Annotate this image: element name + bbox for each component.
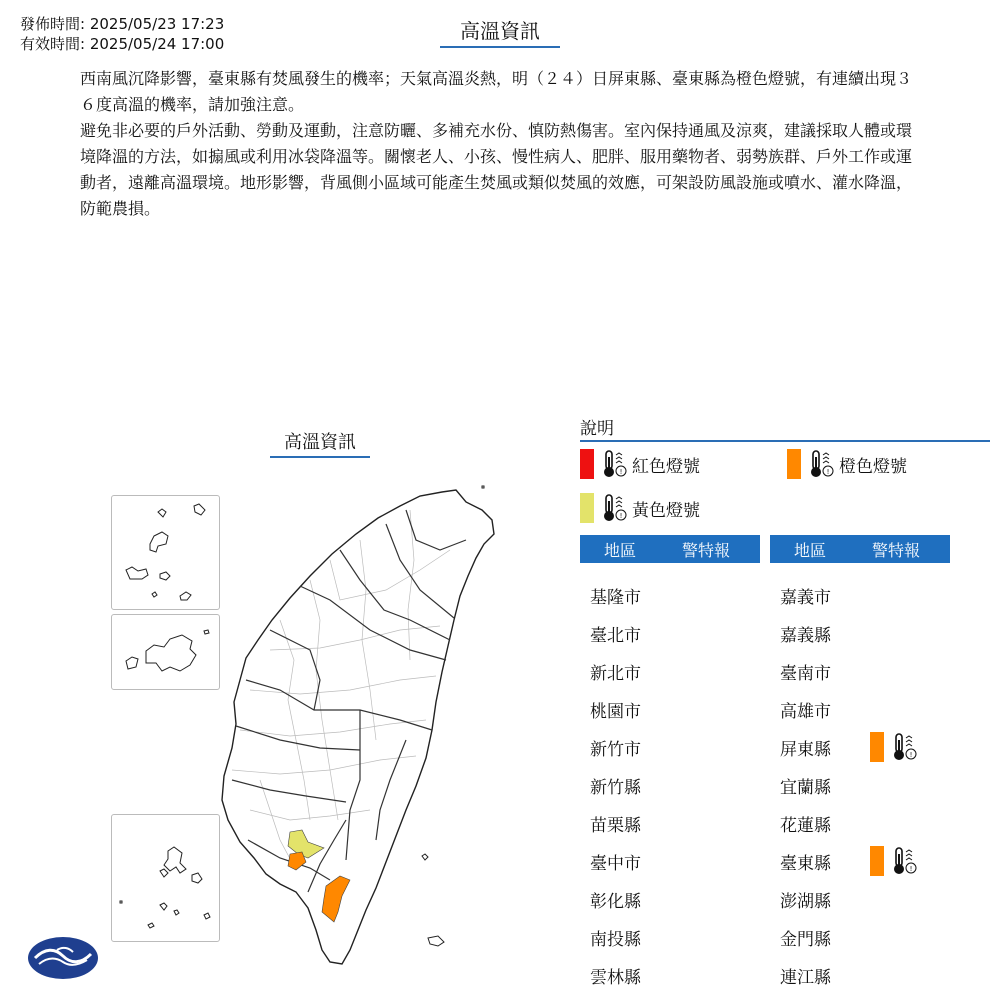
table-row [580,880,670,918]
description [80,66,920,222]
thermometer-heat-icon [600,449,628,479]
table-row [580,652,670,690]
col-region-header: 地區 [603,540,636,560]
time-info [20,14,224,54]
col-region-header: 地區 [793,540,826,560]
valid-time: 有效時間: 2025/05/24 17:00 [20,35,225,53]
svg-text:!: ! [826,468,830,476]
region-name: 基隆市 [590,587,641,608]
table-row [580,804,670,842]
table-row [770,652,860,690]
svg-text:!: ! [619,468,623,476]
legend-red-label: 紅色燈號 [632,456,700,477]
region-name: 新竹縣 [590,777,641,798]
orange-swatch [787,449,801,479]
svg-text:!: ! [619,512,623,520]
region-name: 澎湖縣 [780,891,831,912]
table-row [770,804,860,842]
taiwan-outline [222,490,494,964]
region-name: 屏東縣 [780,739,831,760]
inset-matsu [111,495,220,610]
region-name: 桃園市 [590,701,641,722]
legend-yellow-label: 黃色燈號 [632,500,700,521]
thermometer-heat-icon [807,449,835,479]
table-row [580,842,670,880]
table-row [770,766,860,804]
thermometer-heat-icon [890,846,918,876]
col-warning-header: 警特報 [681,540,730,560]
table-row [770,880,860,918]
region-name: 雲林縣 [590,967,641,988]
table-row [770,576,860,614]
region-name: 臺東縣 [780,853,831,874]
table-row [770,690,860,728]
legend-yellow [580,493,700,523]
col-warning-header: 警特報 [871,540,920,560]
issue-time: 發佈時間: 2025/05/23 17:23 [20,15,225,33]
legend-heading: 說明 [580,418,990,442]
region-name: 臺中市 [590,853,641,874]
region-name: 臺北市 [590,625,641,646]
map-title: 高溫資訊 [270,431,370,458]
region-name: 高雄市 [780,701,831,722]
table-row [580,918,670,956]
orange-swatch [870,732,884,762]
yellow-swatch [580,493,594,523]
table-row [580,956,670,994]
description-para-1: 西南風沉降影響，臺東縣有焚風發生的機率；天氣高溫炎熱，明（２４）日屏東縣、臺東縣為橙色燈號，有連續出現３６度高溫的機率，請加強注意。 [80,69,913,114]
description-para-2: 避免非必要的戶外活動、勞動及運動，注意防曬、多補充水份、慎防熱傷害。室內保持通風及涼爽，建議採取人體或環境降溫的方法，如搧風或利用冰袋降溫等。關懷老人、小孩、慢性病人、肥胖、服用藥物者、弱勢族群、戶外工作或運動者，遠離高溫環境。地形影響，背風側小區域可能產生焚風或類似焚風的效應，可架設防風設施或噴水、灌水降溫，防範農損。 [80,121,913,218]
warning-indicator [870,846,922,876]
table-row [580,614,670,652]
cwa-logo [27,936,99,980]
region-name: 連江縣 [780,967,831,988]
thermometer-heat-icon [890,732,918,762]
page-title: 高溫資訊 [440,18,560,48]
table-row [770,918,860,956]
region-name: 宜蘭縣 [780,777,831,798]
region-name: 新北市 [590,663,641,684]
table-row [770,728,922,766]
table-row [770,956,860,994]
table-header-left [580,535,760,563]
table-header-right [770,535,950,563]
legend-orange [787,449,907,479]
table-row [580,576,670,614]
orange-swatch [870,846,884,876]
red-swatch [580,449,594,479]
table-row [770,842,922,880]
table-row [580,766,670,804]
thermometer-heat-icon [600,493,628,523]
region-name: 花蓮縣 [780,815,831,836]
region-name: 苗栗縣 [590,815,641,836]
taiwan-map [210,480,510,980]
inset-penghu [111,814,220,942]
legend-red [580,449,700,479]
table-row [580,690,670,728]
region-name: 彰化縣 [590,891,641,912]
region-name: 臺南市 [780,663,831,684]
warning-indicator [870,732,922,762]
region-name: 新竹市 [590,739,641,760]
svg-text:!: ! [909,751,913,759]
region-name: 嘉義縣 [780,625,831,646]
table-row [580,728,670,766]
legend-orange-label: 橙色燈號 [839,456,907,477]
svg-text:!: ! [909,865,913,873]
region-name: 金門縣 [780,929,831,950]
inset-kinmen [111,614,220,690]
table-row [770,614,860,652]
region-name: 嘉義市 [780,587,831,608]
region-name: 南投縣 [590,929,641,950]
